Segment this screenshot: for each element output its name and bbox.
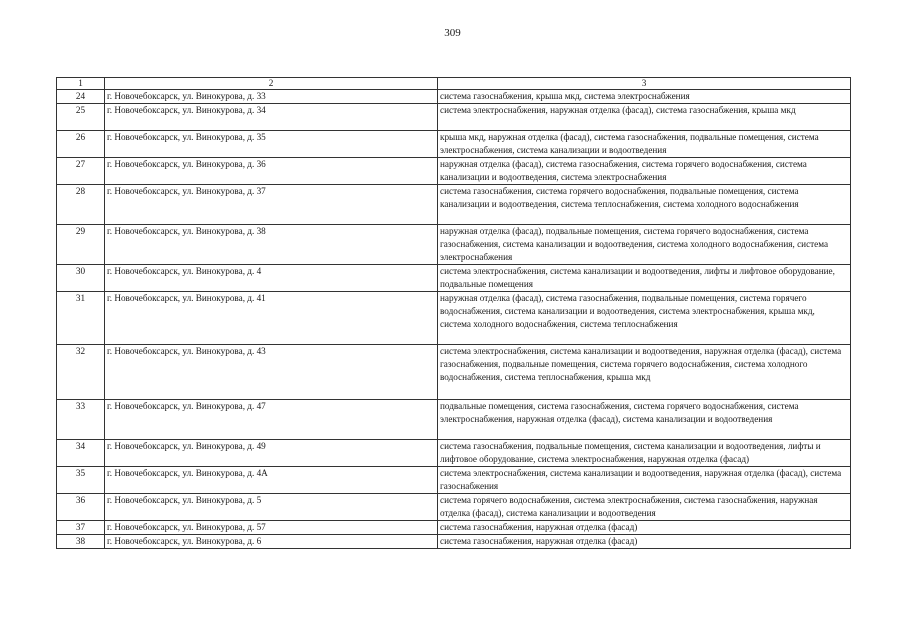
row-number-cell: 37: [57, 521, 105, 535]
row-number-cell: 25: [57, 104, 105, 131]
systems-cell: система электроснабжения, система канализации и водоотведения, наружная отделка (фасад), система газоснабжения, подвальные помещения, система горячего водоснабжения, система холодного водоснабжения, система теплоснабжения, крыша мкд: [438, 345, 851, 400]
page-number: 309: [444, 27, 461, 39]
table-row: [57, 225, 851, 265]
address-cell: г. Новочебоксарск, ул. Винокурова, д. 5: [105, 494, 438, 521]
column-number-1: 1: [57, 78, 105, 90]
systems-cell: наружная отделка (фасад), подвальные помещения, система горячего водоснабжения, система газоснабжения, система канализации и водоотведения, система холодного водоснабжения, система электроснабжения: [438, 225, 851, 265]
address-cell: г. Новочебоксарск, ул. Винокурова, д. 37: [105, 185, 438, 225]
row-number-cell: 35: [57, 467, 105, 494]
address-cell: г. Новочебоксарск, ул. Винокурова, д. 36: [105, 158, 438, 185]
table-row: [57, 104, 851, 131]
systems-cell: наружная отделка (фасад), система газоснабжения, система горячего водоснабжения, система канализации и водоотведения, система электроснабжения: [438, 158, 851, 185]
table-row: [57, 345, 851, 400]
row-number-cell: 34: [57, 440, 105, 467]
row-number-cell: 28: [57, 185, 105, 225]
address-cell: г. Новочебоксарск, ул. Винокурова, д. 34: [105, 104, 438, 131]
row-number-cell: 29: [57, 225, 105, 265]
row-number-cell: 31: [57, 292, 105, 345]
systems-cell: система горячего водоснабжения, система электроснабжения, система газоснабжения, наружная отделка (фасад), система канализации и водоотведения: [438, 494, 851, 521]
column-number-3: 3: [438, 78, 851, 90]
row-number-cell: 38: [57, 535, 105, 549]
table-row: [57, 467, 851, 494]
systems-cell: подвальные помещения, система газоснабжения, система горячего водоснабжения, система электроснабжения, наружная отделка (фасад), система канализации и водоотведения: [438, 400, 851, 440]
table-row: [57, 440, 851, 467]
column-number-2: 2: [105, 78, 438, 90]
table-row: [57, 521, 851, 535]
systems-cell: крыша мкд, наружная отделка (фасад), система газоснабжения, подвальные помещения, система электроснабжения, система канализации и водоотведения: [438, 131, 851, 158]
row-number-cell: 26: [57, 131, 105, 158]
address-cell: г. Новочебоксарск, ул. Винокурова, д. 43: [105, 345, 438, 400]
row-number-cell: 27: [57, 158, 105, 185]
table-row: [57, 131, 851, 158]
table-row: [57, 400, 851, 440]
column-number-row: [57, 78, 851, 90]
row-number-cell: 33: [57, 400, 105, 440]
systems-cell: система электроснабжения, система канализации и водоотведения, лифты и лифтовое оборудование, подвальные помещения: [438, 265, 851, 292]
systems-cell: система газоснабжения, подвальные помещения, система канализации и водоотведения, лифты и лифтовое оборудование, система электроснабжения, наружная отделка (фасад): [438, 440, 851, 467]
address-cell: г. Новочебоксарск, ул. Винокурова, д. 49: [105, 440, 438, 467]
register-table: [56, 77, 851, 549]
table-row: [57, 158, 851, 185]
address-cell: г. Новочебоксарск, ул. Винокурова, д. 33: [105, 90, 438, 104]
systems-cell: система электроснабжения, наружная отделка (фасад), система газоснабжения, крыша мкд: [438, 104, 851, 131]
systems-cell: система газоснабжения, наружная отделка (фасад): [438, 535, 851, 549]
table-row: [57, 292, 851, 345]
table-row: [57, 90, 851, 104]
systems-cell: система газоснабжения, система горячего водоснабжения, подвальные помещения, система канализации и водоотведения, система теплоснабжения, система холодного водоснабжения: [438, 185, 851, 225]
address-cell: г. Новочебоксарск, ул. Винокурова, д. 4: [105, 265, 438, 292]
table-row: [57, 535, 851, 549]
systems-cell: система электроснабжения, система канализации и водоотведения, наружная отделка (фасад), система газоснабжения: [438, 467, 851, 494]
address-cell: г. Новочебоксарск, ул. Винокурова, д. 47: [105, 400, 438, 440]
register-table-body: [57, 78, 851, 549]
address-cell: г. Новочебоксарск, ул. Винокурова, д. 35: [105, 131, 438, 158]
systems-cell: система газоснабжения, крыша мкд, система электроснабжения: [438, 90, 851, 104]
address-cell: г. Новочебоксарск, ул. Винокурова, д. 41: [105, 292, 438, 345]
table-row: [57, 265, 851, 292]
row-number-cell: 32: [57, 345, 105, 400]
systems-cell: наружная отделка (фасад), система газоснабжения, подвальные помещения, система горячего водоснабжения, система канализации и водоотведения, система электроснабжения, крыша мкд, система холодного водоснабжения, система теплоснабжения: [438, 292, 851, 345]
address-cell: г. Новочебоксарск, ул. Винокурова, д. 4А: [105, 467, 438, 494]
address-cell: г. Новочебоксарск, ул. Винокурова, д. 38: [105, 225, 438, 265]
address-cell: г. Новочебоксарск, ул. Винокурова, д. 57: [105, 521, 438, 535]
address-cell: г. Новочебоксарск, ул. Винокурова, д. 6: [105, 535, 438, 549]
table-row: [57, 185, 851, 225]
row-number-cell: 24: [57, 90, 105, 104]
row-number-cell: 30: [57, 265, 105, 292]
table-row: [57, 494, 851, 521]
row-number-cell: 36: [57, 494, 105, 521]
systems-cell: система газоснабжения, наружная отделка (фасад): [438, 521, 851, 535]
